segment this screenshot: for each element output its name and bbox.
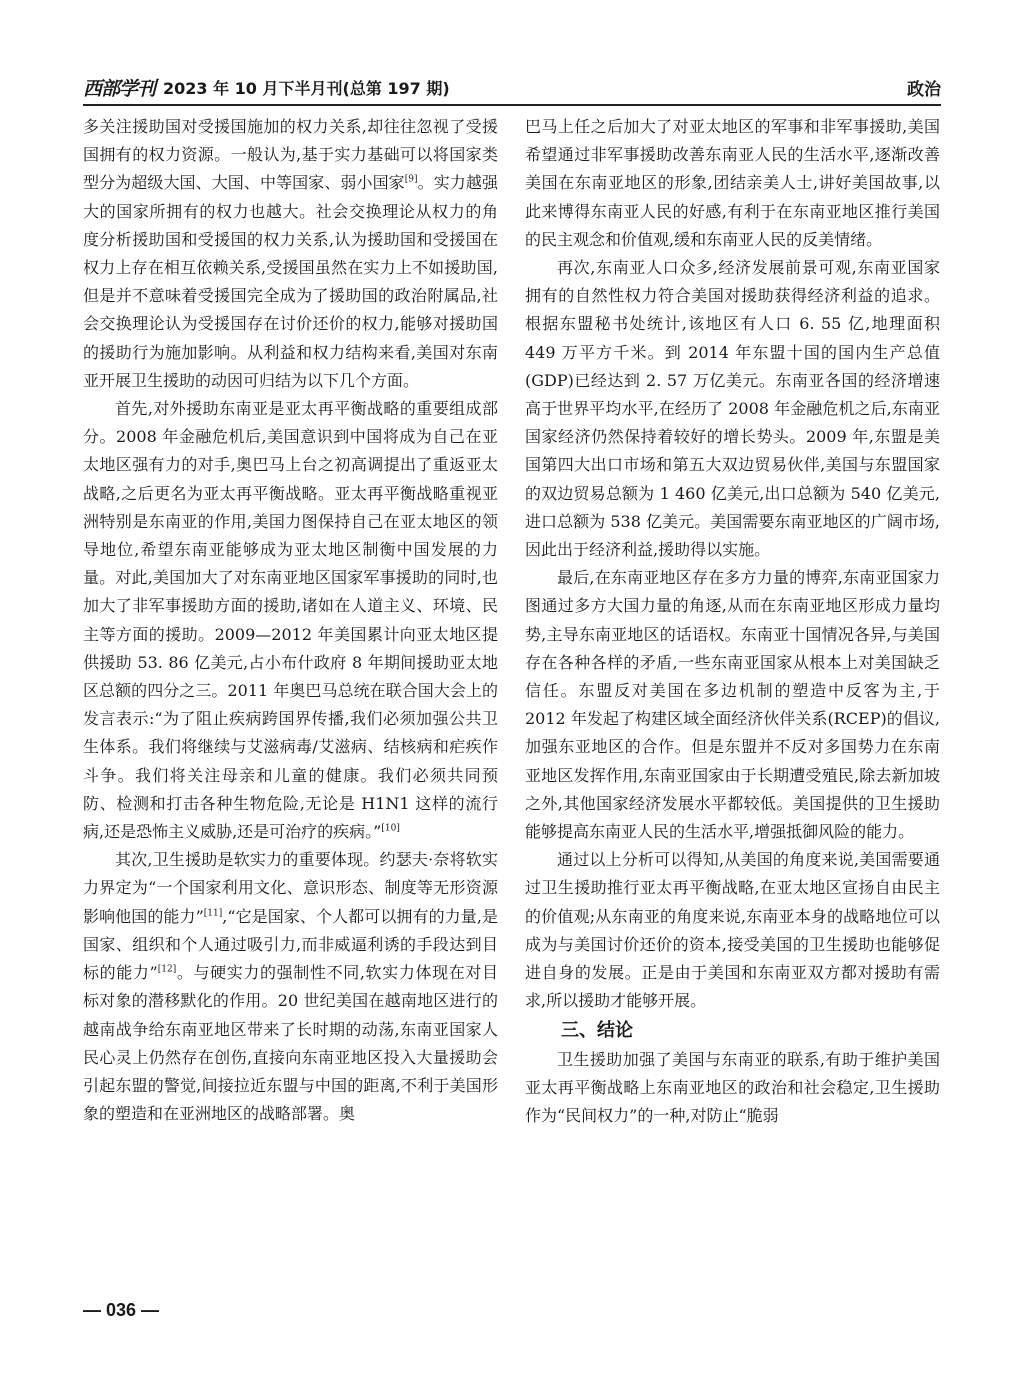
paragraph: 再次,东南亚人口众多,经济发展前景可观,东南亚国家拥有的自然性权力符合美国对援助获得经济利益的追求。根据东盟秘书处统计,该地区有人口 6. 55 亿,地理面积 449 万平方千米。到 2014 年东盟十国的国内生产总值(GDP)已经达到 2. 57 万亿美元。东南亚各国的经济增速高于世界平均水平,在经历了 2008 年金融危机之后,东南亚国家经济仍然保持着较好的增长势头。2009 年,东盟是美国第四大出口市场和第五大双边贸易伙伴,美国与东盟国家的双边贸易总额为 1 460 亿美元,出口总额为 540 亿美元,进口总额为 538 亿美元。美国需要东南亚地区的广阔市场,因此出于经济利益,援助得以实施。 xyxy=(525,258,940,560)
page-header xyxy=(83,72,941,106)
page-number: — 036 — xyxy=(83,1300,160,1320)
paragraph: 首先,对外援助东南亚是亚太再平衡战略的重要组成部分。2008 年金融危机后,美国意识到中国将成为自己在亚太地区强有力的对手,奥巴马上台之初高调提出了重返亚太战略,之后更名为亚太再平衡战略。亚太再平衡战略重视亚洲特别是东南亚的作用,美国力图保持自己在亚太地区的领导地位,希望东南亚能够成为亚太地区制衡中国发展的力量。对此,美国加大了对东南亚地区国家军事援助的同时,也加大了非军事援助方面的援助,诸如在人道主义、环境、民主等方面的援助。2009—2012 年美国累计向亚太地区提供援助 53. 86 亿美元,占小布什政府 8 年期间援助亚太地区总额的四分之三。2011 年奥巴马总统在联合国大会上的发言表示:“为了阻止疾病跨国界传播,我们必须加强公共卫生体系。我们将继续与艾滋病毒/艾滋病、结核病和疟疾作斗争。我们将关注母亲和儿童的健康。我们必须共同预防、检测和打击各种生物危险,无论是 H1N1 这样的流行病,还是恐怖主义威胁,还是可治疗的疾病。”[10] xyxy=(83,399,498,842)
citation-ref: [9] xyxy=(404,175,418,186)
section-heading: 三、结论 xyxy=(561,1019,633,1041)
paragraph: 其次,卫生援助是软实力的重要体现。约瑟夫·奈将软实力界定为“一个国家利用文化、意识形态、制度等无形资源影响他国的能力”[11],“它是国家、个人都可以拥有的力量,是国家、组织和个人通过吸引力,而非威逼利诱的手段达到目标的能力”[12]。与硬实力的强制性不同,软实力体现在对目标对象的潜移默化的作用。20 世纪美国在越南地区进行的越南战争给东南亚地区带来了长时期的动荡,东南亚国家人民心灵上仍然存在创伤,直接向东南亚地区投入大量援助会引起东盟的警觉,间接拉近东盟与中国的距离,不利于美国形象的塑造和在亚洲地区的战略部署。奥 xyxy=(83,850,499,1124)
section-name: 政治 xyxy=(907,80,941,100)
paragraph: 多关注援助国对受援国施加的权力关系,却往往忽视了受援国拥有的权力资源。一般认为,基于实力基础可以将国家类型分为超级大国、大国、中等国家、弱小国家[9]。实力越强大的国家所拥有的权力也越大。社会交换理论从权力的角度分析援助国和受援国的权力关系,认为援助国和受援国在权力上存在相互依赖关系,受援国虽然在实力上不如援助国,但是并不意味着受援国完全成为了援助国的政治附属品,社会交换理论认为受援国存在讨价还价的权力,能够对援助国的援助行为施加影响。从利益和权力结构来看,美国对东南亚开展卫生援助的动因可归结为以下几个方面。 xyxy=(83,117,498,390)
paragraph: 通过以上分析可以得知,从美国的角度来说,美国需要通过卫生援助推行亚太再平衡战略,在亚太地区宣扬自由民主的价值观;从东南亚的角度来说,东南亚本身的战略地位可以成为与美国讨价还价的资本,接受美国的卫生援助也能够促进自身的发展。正是由于美国和东南亚双方都对援助有需求,所以援助才能够开展。 xyxy=(525,850,940,1011)
paragraph: 巴马上任之后加大了对亚太地区的军事和非军事援助,美国希望通过非军事援助改善东南亚人民的生活水平,逐渐改善美国在东南亚地区的形象,团结亲美人士,讲好美国故事,以此来博得东南亚人民的好感,有利于在东南亚地区推行美国的民主观念和价值观,缓和东南亚人民的反美情绪。 xyxy=(525,117,940,249)
citation-ref: [11] xyxy=(203,908,223,919)
issue-info: 2023 年 10 月下半月刊(总第 197 期) xyxy=(163,79,450,98)
paragraph: 卫生援助加强了美国与东南亚的联系,有助于维护美国亚太再平衡战略上东南亚地区的政治和社会稳定,卫生援助作为“民间权力”的一种,对防止“脆弱 xyxy=(525,1049,940,1125)
citation-ref: [10] xyxy=(381,823,400,834)
paragraph: 最后,在东南亚地区存在多方力量的博弈,东南亚国家力图通过多方大国力量的角逐,从而在东南亚地区形成力量均势,主导东南亚地区的话语权。东南亚十国情况各异,与美国存在各种各样的矛盾,一些东南亚国家从根本上对美国缺乏信任。东盟反对美国在多边机制的塑造中反客为主,于 2012 年发起了构建区域全面经济伙伴关系(RCEP)的倡议,加强东亚地区的合作。但是东盟并不反对多国势力在东南亚地区发挥作用,东南亚国家由于长期遭受殖民,除去新加坡之外,其他国家经济发展水平都较低。美国提供的卫生援助能够提高东南亚人民的生活水平,增强抵御风险的能力。 xyxy=(525,568,940,842)
right-column xyxy=(525,113,940,1130)
citation-ref: [12] xyxy=(157,964,177,975)
journal-logo: 西部学刊 xyxy=(83,78,156,100)
left-column xyxy=(83,113,498,1128)
